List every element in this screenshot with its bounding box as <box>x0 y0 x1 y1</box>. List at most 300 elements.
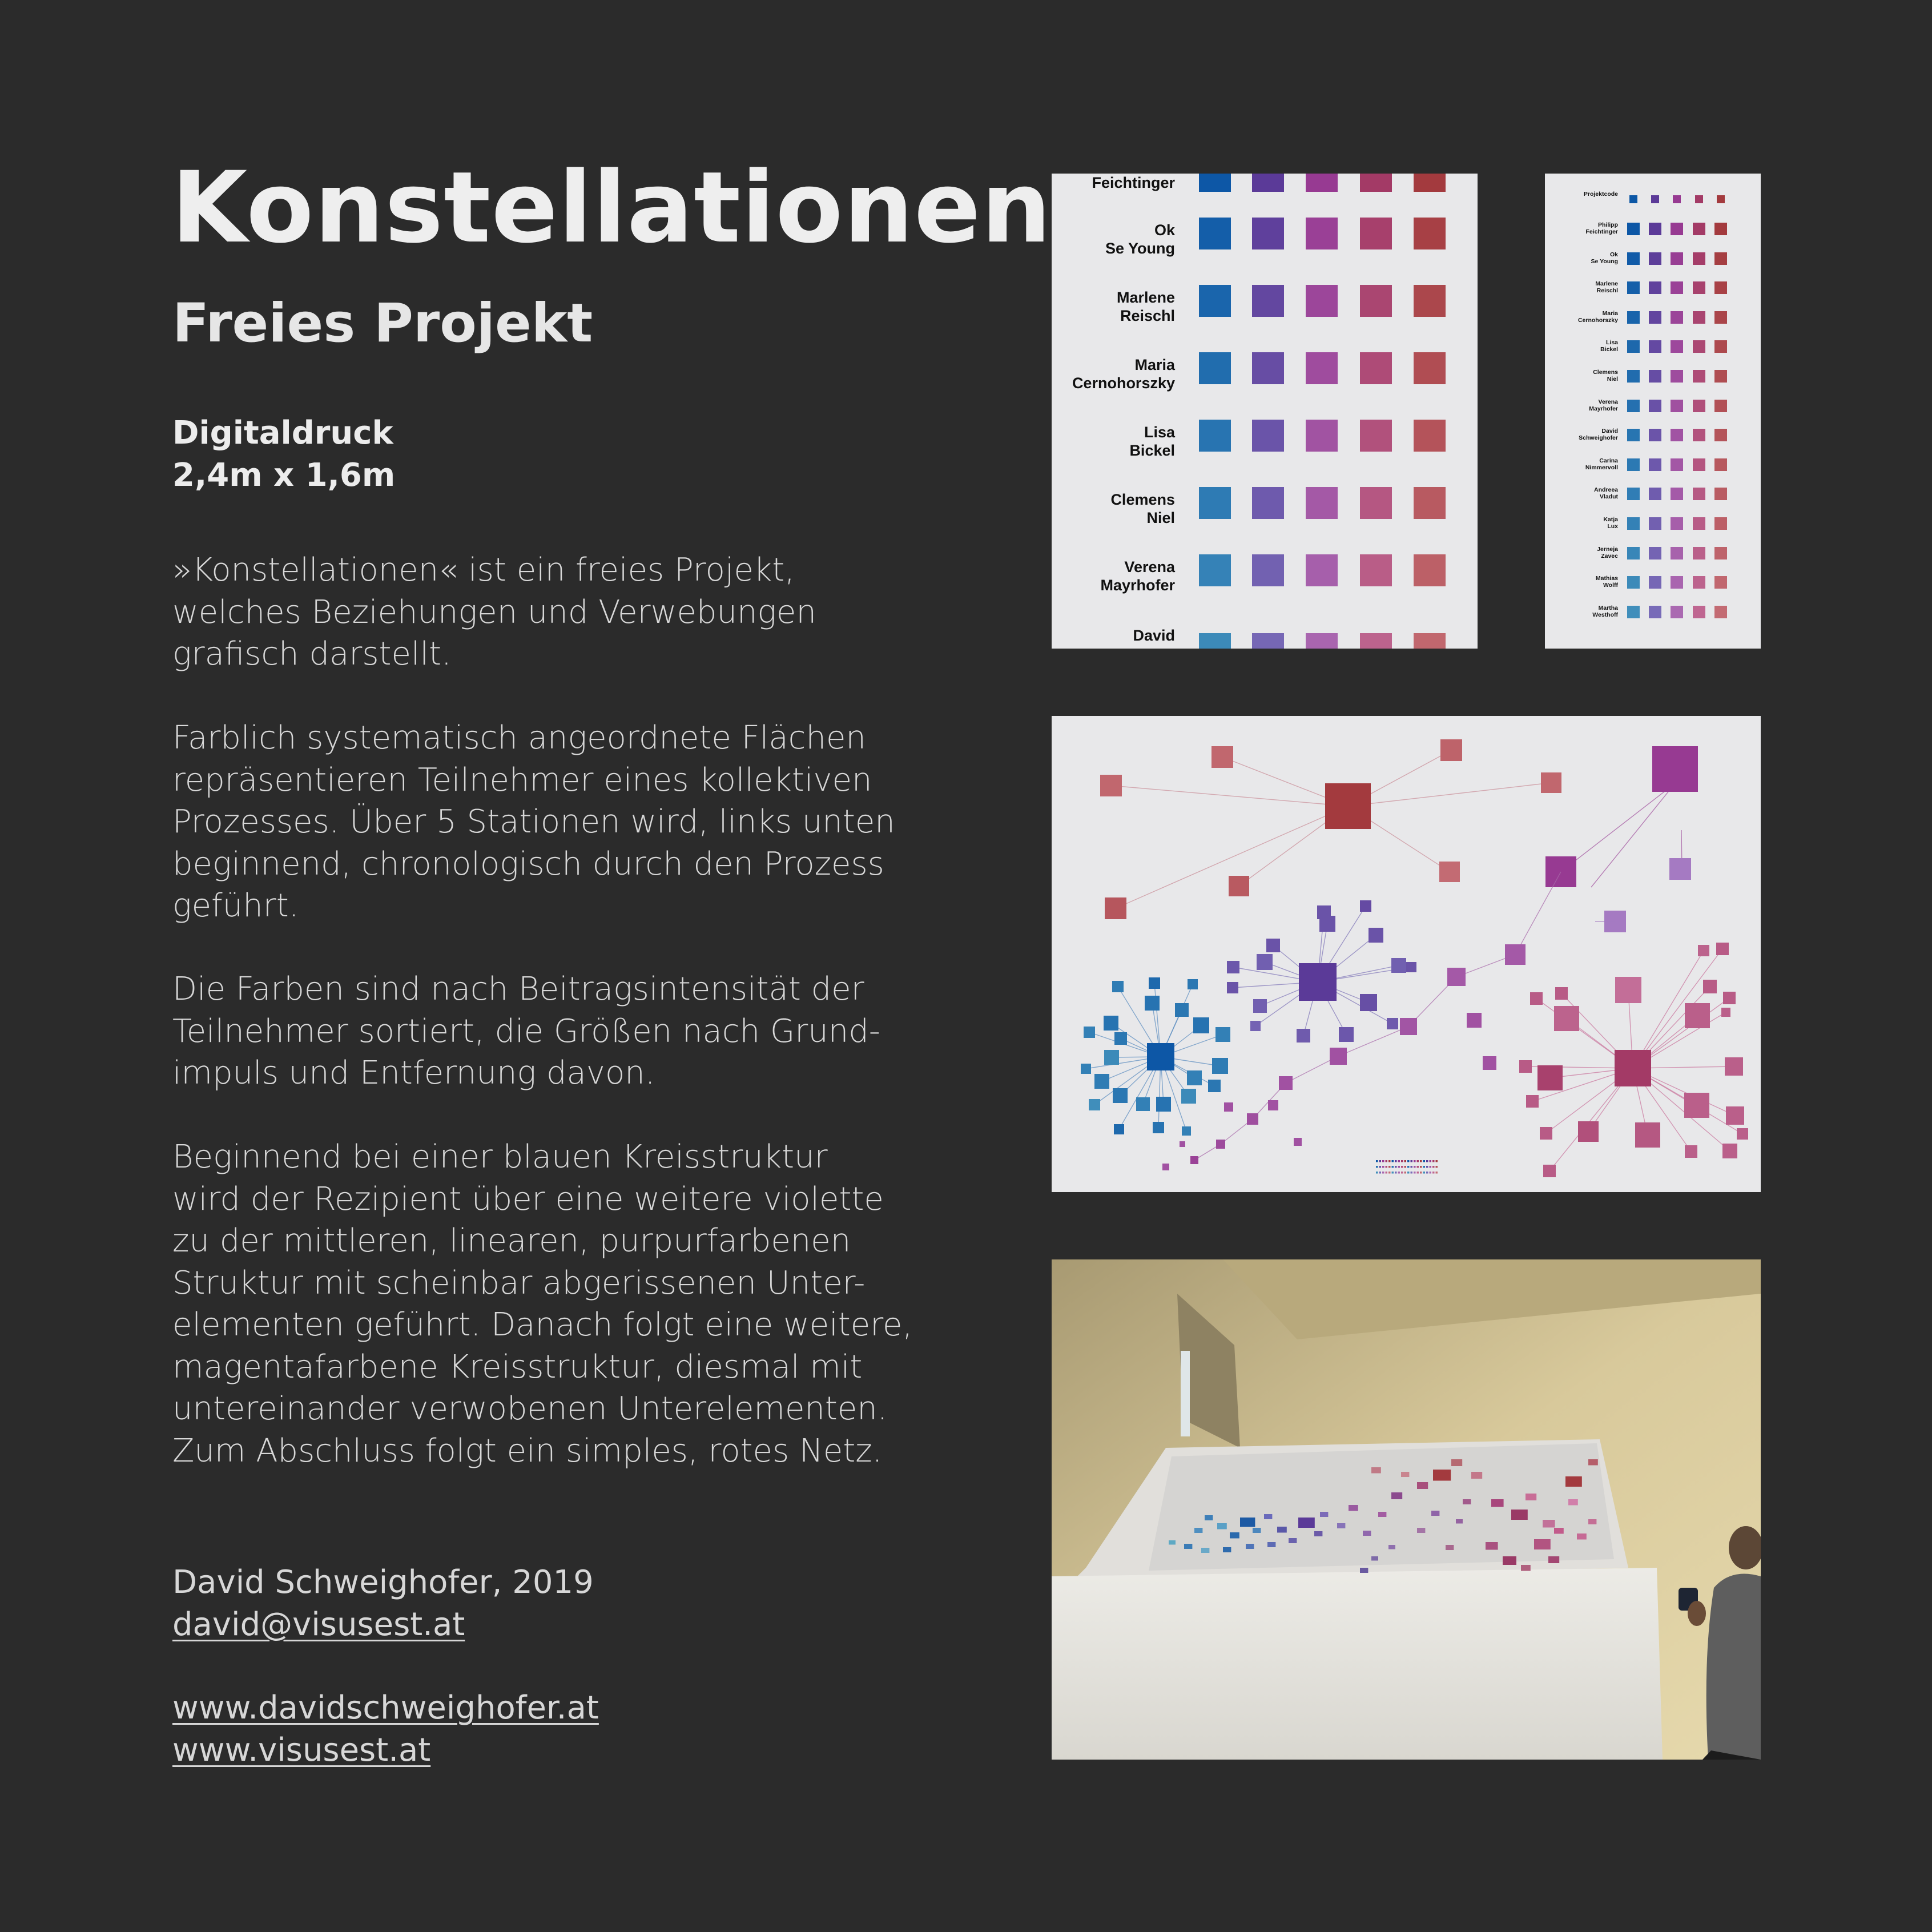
legend-swatch <box>1414 1166 1416 1168</box>
network-node <box>1227 961 1239 973</box>
legend-swatch <box>1430 1172 1432 1174</box>
list-square <box>1693 340 1705 353</box>
list-header: Projektcode <box>1583 191 1618 198</box>
list-name-label: Clemens Niel <box>1593 369 1618 383</box>
grid-square <box>1306 352 1338 384</box>
grid-square <box>1414 218 1446 249</box>
network-node <box>1266 939 1280 952</box>
network-node <box>1440 739 1462 761</box>
network-node <box>1156 1097 1171 1112</box>
size-label: 2,4m x 1,6m <box>172 457 396 494</box>
legend-swatch <box>1395 1160 1397 1162</box>
legend-swatch <box>1395 1166 1397 1168</box>
network-node <box>1737 1128 1748 1140</box>
legend-swatch <box>1414 1172 1416 1174</box>
network-node <box>1467 1013 1482 1028</box>
print-square <box>1169 1540 1176 1545</box>
list-name-label: Andreea Vladut <box>1593 486 1618 501</box>
print-square <box>1240 1518 1255 1527</box>
list-square <box>1714 223 1727 235</box>
network-node <box>1253 999 1267 1013</box>
list-square <box>1693 606 1705 618</box>
grid-square <box>1360 420 1392 452</box>
grid-square <box>1360 352 1392 384</box>
network-node <box>1483 1056 1496 1070</box>
network-node <box>1505 944 1526 965</box>
grid-square <box>1360 174 1392 192</box>
legend-swatch <box>1404 1172 1407 1174</box>
email-link[interactable]: david@visusest.at <box>172 1605 465 1643</box>
list-square <box>1627 340 1640 353</box>
list-square <box>1671 429 1683 441</box>
network-node <box>1084 1027 1095 1038</box>
list-square <box>1649 311 1661 324</box>
network-link <box>1515 872 1561 955</box>
list-square <box>1671 547 1683 560</box>
legend-swatch <box>1407 1172 1410 1174</box>
network-node <box>1162 1164 1169 1170</box>
grid-square <box>1414 285 1446 317</box>
network-node <box>1294 1138 1302 1146</box>
print-square <box>1360 1568 1368 1573</box>
print-square <box>1205 1515 1213 1520</box>
paragraph-colors: Farblich systematisch angeordnete Flächen repräsentieren Teilnehmer eines kollektiven Prozesses. Über 5 Stationen wird, links unten beginnend, chronologisch durch den Prozess geführt. <box>172 719 895 924</box>
network-node <box>1360 994 1377 1011</box>
website-link-davidschweighofer[interactable]: www.davidschweighofer.at <box>172 1689 599 1726</box>
list-square <box>1671 517 1683 530</box>
network-node <box>1100 775 1122 796</box>
grid-square <box>1199 218 1231 249</box>
network-node <box>1447 968 1466 986</box>
grid-detail-image <box>1052 174 1478 649</box>
network-hub <box>1652 746 1698 792</box>
list-square <box>1693 252 1705 265</box>
legend-swatch <box>1430 1160 1432 1162</box>
network-node <box>1105 897 1126 919</box>
spacer <box>172 1645 599 1687</box>
legend-swatch <box>1392 1160 1394 1162</box>
network-node <box>1112 981 1124 992</box>
list-square <box>1693 429 1705 441</box>
network-node <box>1685 1145 1697 1158</box>
list-square <box>1671 223 1683 235</box>
list-square <box>1693 400 1705 412</box>
grid-square <box>1252 174 1284 192</box>
list-name-label: Marlene Reischl <box>1595 280 1618 295</box>
list-square <box>1649 281 1661 294</box>
list-square <box>1627 281 1640 294</box>
network-node <box>1188 979 1198 989</box>
network-node <box>1089 1099 1100 1110</box>
exhibition-photo <box>1052 1259 1761 1760</box>
legend-swatch <box>1430 1166 1432 1168</box>
list-header-square <box>1673 195 1681 203</box>
list-name-label: Martha Westhoff <box>1592 604 1618 618</box>
print-square <box>1314 1531 1322 1536</box>
network-node <box>1406 962 1416 972</box>
legend-swatch <box>1417 1166 1419 1168</box>
network-node <box>1114 1124 1124 1134</box>
list-square <box>1649 517 1661 530</box>
print-square <box>1548 1556 1559 1563</box>
grid-square <box>1199 174 1231 192</box>
network-node <box>1212 1058 1228 1074</box>
legend-swatch <box>1417 1172 1419 1174</box>
print-square <box>1363 1531 1371 1536</box>
grid-name-label: Marlene Reischl <box>1116 289 1175 324</box>
network-node <box>1149 977 1160 989</box>
network-hub <box>1147 1043 1174 1070</box>
print-square <box>1503 1556 1516 1565</box>
list-header-square <box>1695 195 1703 203</box>
print-square <box>1521 1565 1531 1571</box>
network-node <box>1319 916 1335 932</box>
grid-square <box>1199 352 1231 384</box>
grid-square <box>1306 285 1338 317</box>
network-node <box>1725 1057 1743 1076</box>
print-square <box>1289 1538 1297 1543</box>
network-link <box>1348 783 1551 806</box>
network-hub <box>1325 783 1371 829</box>
list-square <box>1649 488 1661 500</box>
print-square <box>1491 1499 1504 1507</box>
list-name-label: David Schweighofer <box>1579 428 1618 442</box>
list-header-square <box>1629 195 1637 203</box>
list-square <box>1627 223 1640 235</box>
list-square <box>1627 517 1640 530</box>
author-credit: David Schweighofer, 2019 <box>172 1564 594 1601</box>
network-link <box>1561 783 1675 872</box>
list-square <box>1627 400 1640 412</box>
grid-square <box>1252 633 1284 649</box>
print-square <box>1451 1459 1462 1466</box>
legend-swatch <box>1388 1172 1391 1174</box>
print-square <box>1264 1514 1272 1519</box>
list-square <box>1649 458 1661 471</box>
legend-swatch <box>1407 1160 1410 1162</box>
print-square <box>1417 1528 1425 1533</box>
grid-square <box>1252 218 1284 249</box>
grid-square <box>1252 487 1284 519</box>
network-node <box>1391 958 1406 973</box>
print-square <box>1471 1472 1482 1479</box>
grid-square <box>1306 420 1338 452</box>
network-node <box>1703 980 1717 993</box>
print-on-pedestal <box>1149 1443 1614 1571</box>
website-link-visusest[interactable]: www.visusest.at <box>172 1731 431 1769</box>
list-square <box>1627 311 1640 324</box>
legend-swatch <box>1401 1160 1403 1162</box>
print-square <box>1184 1544 1192 1549</box>
print-square <box>1568 1499 1578 1506</box>
network-node <box>1175 1003 1189 1017</box>
network-node <box>1268 1100 1278 1110</box>
legend-swatch <box>1382 1172 1384 1174</box>
network-node <box>1615 977 1641 1003</box>
skylight <box>1181 1351 1190 1436</box>
contact-block <box>172 1561 599 1771</box>
network-node <box>1227 982 1238 993</box>
list-square <box>1649 606 1661 618</box>
print-square <box>1349 1505 1358 1511</box>
legend-swatch <box>1388 1166 1391 1168</box>
grid-square <box>1360 218 1392 249</box>
network-link <box>1111 786 1348 806</box>
list-square <box>1649 547 1661 560</box>
legend-swatch <box>1376 1172 1378 1174</box>
grid-square <box>1252 420 1284 452</box>
grid-square <box>1199 487 1231 519</box>
list-square <box>1714 340 1727 353</box>
network-graphic-image <box>1052 716 1761 1192</box>
list-square <box>1671 252 1683 265</box>
network-node <box>1400 1018 1417 1035</box>
list-square <box>1671 370 1683 383</box>
list-square <box>1671 606 1683 618</box>
legend-swatch <box>1414 1160 1416 1162</box>
print-square <box>1588 1519 1596 1524</box>
list-name-label: Lisa Bickel <box>1600 339 1618 353</box>
grid-square <box>1414 420 1446 452</box>
print-square <box>1526 1494 1536 1500</box>
network-node <box>1250 1021 1261 1031</box>
grid-square <box>1306 554 1338 586</box>
list-square <box>1627 429 1640 441</box>
grid-square <box>1199 285 1231 317</box>
list-name-label: Katja Lux <box>1603 516 1618 530</box>
legend-swatch <box>1404 1166 1407 1168</box>
legend-swatch <box>1401 1166 1403 1168</box>
network-node <box>1530 992 1543 1005</box>
list-square <box>1649 223 1661 235</box>
network-node <box>1723 992 1736 1004</box>
print-square <box>1230 1532 1239 1539</box>
grid-square <box>1306 633 1338 649</box>
legend-swatch <box>1386 1160 1388 1162</box>
grid-square <box>1252 352 1284 384</box>
list-square <box>1714 606 1727 618</box>
list-square <box>1649 340 1661 353</box>
print-square <box>1194 1528 1202 1533</box>
list-name-label: Verena Mayrhofer <box>1589 398 1618 412</box>
network-node <box>1540 1127 1552 1140</box>
grid-square <box>1252 285 1284 317</box>
list-square <box>1671 458 1683 471</box>
network-node <box>1216 1140 1225 1149</box>
legend-swatch <box>1411 1160 1413 1162</box>
network-node <box>1519 1060 1532 1073</box>
network-node <box>1208 1080 1221 1092</box>
legend-swatch <box>1436 1172 1438 1174</box>
grid-name-label: Maria Cernohorszky <box>1072 356 1175 392</box>
network-node <box>1726 1106 1744 1125</box>
legend-swatch <box>1420 1160 1422 1162</box>
legend-swatch <box>1386 1166 1388 1168</box>
grid-square <box>1414 352 1446 384</box>
network-node <box>1635 1122 1660 1148</box>
list-square <box>1693 488 1705 500</box>
list-square <box>1693 517 1705 530</box>
legend-swatch <box>1388 1160 1391 1162</box>
print-square <box>1298 1518 1315 1528</box>
network-node <box>1669 858 1691 880</box>
network-node <box>1190 1156 1198 1164</box>
legend-swatch <box>1423 1172 1426 1174</box>
grid-square <box>1414 487 1446 519</box>
list-name-label: Mathias Wolff <box>1595 575 1618 589</box>
list-name-label: Carina Nimmervoll <box>1585 457 1618 471</box>
grid-name-label: Verena Mayrhofer <box>1100 558 1175 594</box>
list-square <box>1671 311 1683 324</box>
list-square <box>1627 606 1640 618</box>
list-square <box>1714 517 1727 530</box>
print-square <box>1565 1476 1582 1487</box>
list-square <box>1714 488 1727 500</box>
network-node <box>1193 1017 1209 1033</box>
legend-swatch <box>1401 1172 1403 1174</box>
grid-name-label: Clemens Niel <box>1110 491 1175 526</box>
list-square <box>1714 429 1727 441</box>
network-node <box>1094 1074 1109 1089</box>
grid-square <box>1306 487 1338 519</box>
paragraph-intro: »Konstellationen« ist ein freies Projekt, welches Beziehungen und Verwebungen grafisch darstellt. <box>172 552 816 673</box>
print-square <box>1371 1467 1381 1474</box>
network-link <box>1591 783 1675 887</box>
print-square <box>1511 1510 1528 1520</box>
legend-swatch <box>1417 1160 1419 1162</box>
list-name-label: Philipp Feichtinger <box>1585 222 1618 235</box>
legend-swatch <box>1426 1160 1428 1162</box>
exhibition-scene <box>1052 1259 1761 1760</box>
network-node <box>1555 987 1568 1000</box>
network-node <box>1136 1097 1150 1111</box>
list-square <box>1693 281 1705 294</box>
list-square <box>1649 370 1661 383</box>
network-node <box>1439 862 1460 882</box>
list-square <box>1671 488 1683 500</box>
list-square <box>1714 370 1727 383</box>
list-name-label: Ok Se Young <box>1591 251 1618 265</box>
list-square <box>1693 311 1705 324</box>
network-node <box>1113 1088 1128 1103</box>
participant-list-image <box>1545 174 1761 649</box>
print-square <box>1433 1470 1451 1481</box>
grid-square <box>1360 487 1392 519</box>
print-square <box>1401 1472 1409 1477</box>
legend-swatch <box>1386 1172 1388 1174</box>
list-square <box>1693 576 1705 589</box>
grid-name-label: David <box>1133 627 1175 644</box>
grid-square <box>1252 554 1284 586</box>
network-node <box>1279 1076 1293 1090</box>
list-square <box>1671 281 1683 294</box>
print-square <box>1337 1523 1345 1528</box>
grid-square <box>1360 554 1392 586</box>
legend-swatch <box>1398 1160 1400 1162</box>
network-node <box>1543 1165 1556 1177</box>
paragraph-sorting: Die Farben sind nach Beitragsintensität der Teilnehmer sortiert, die Größen nach Grund- impuls und Entfernung davon. <box>172 971 881 1092</box>
network-node <box>1330 1048 1347 1065</box>
network-node <box>1145 996 1160 1011</box>
page-title: Konstellationen <box>171 150 1052 265</box>
print-square <box>1554 1528 1564 1534</box>
network-node <box>1578 1121 1599 1142</box>
list-square <box>1714 458 1727 471</box>
legend-swatch <box>1392 1172 1394 1174</box>
medium-label: Digitaldruck <box>172 414 393 452</box>
grid-square <box>1199 554 1231 586</box>
network-node <box>1360 900 1371 912</box>
network-node <box>1721 1008 1730 1017</box>
network-node <box>1684 1093 1709 1118</box>
legend-swatch <box>1382 1160 1384 1162</box>
grid-name-label: Ok Se Young <box>1105 222 1175 257</box>
network-node <box>1297 1029 1310 1043</box>
list-square <box>1671 340 1683 353</box>
grid-name-label: Feichtinger <box>1092 174 1175 191</box>
list-square <box>1627 370 1640 383</box>
print-square <box>1201 1548 1209 1553</box>
legend-swatch <box>1432 1172 1435 1174</box>
legend-swatch <box>1395 1172 1397 1174</box>
legend-swatch <box>1376 1160 1378 1162</box>
network-node <box>1211 746 1233 768</box>
network-node <box>1722 1144 1737 1158</box>
print-square <box>1371 1556 1378 1561</box>
network-node <box>1181 1089 1196 1104</box>
print-square <box>1267 1542 1275 1547</box>
legend-swatch <box>1423 1160 1426 1162</box>
legend-swatch <box>1426 1172 1428 1174</box>
list-square <box>1671 400 1683 412</box>
legend-swatch <box>1379 1160 1382 1162</box>
network-node <box>1368 928 1383 943</box>
print-square <box>1588 1459 1598 1466</box>
list-header-square <box>1717 195 1725 203</box>
list-square <box>1693 458 1705 471</box>
list-square <box>1714 281 1727 294</box>
grid-square <box>1414 554 1446 586</box>
legend-swatch <box>1432 1166 1435 1168</box>
print-square <box>1217 1523 1227 1530</box>
legend-swatch <box>1404 1160 1407 1162</box>
legend-swatch <box>1376 1166 1378 1168</box>
network-node <box>1537 1065 1563 1090</box>
list-square <box>1649 252 1661 265</box>
network-node <box>1153 1122 1164 1133</box>
network-node <box>1180 1141 1185 1147</box>
legend-swatch <box>1382 1166 1384 1168</box>
legend-swatch <box>1423 1166 1426 1168</box>
network-node <box>1229 876 1249 896</box>
print-square <box>1378 1512 1386 1517</box>
list-square <box>1649 429 1661 441</box>
legend-swatch <box>1411 1172 1413 1174</box>
grid-square <box>1306 174 1338 192</box>
network-graphic <box>1052 716 1761 1192</box>
legend-swatch <box>1411 1166 1413 1168</box>
network-node <box>1685 1003 1710 1028</box>
print-square <box>1463 1499 1471 1504</box>
grid-square <box>1199 633 1231 649</box>
list-square <box>1649 576 1661 589</box>
network-node <box>1387 1018 1398 1029</box>
list-square <box>1714 252 1727 265</box>
print-square <box>1320 1512 1328 1517</box>
legend-swatch <box>1379 1166 1382 1168</box>
list-square <box>1693 370 1705 383</box>
print-square <box>1543 1520 1555 1528</box>
